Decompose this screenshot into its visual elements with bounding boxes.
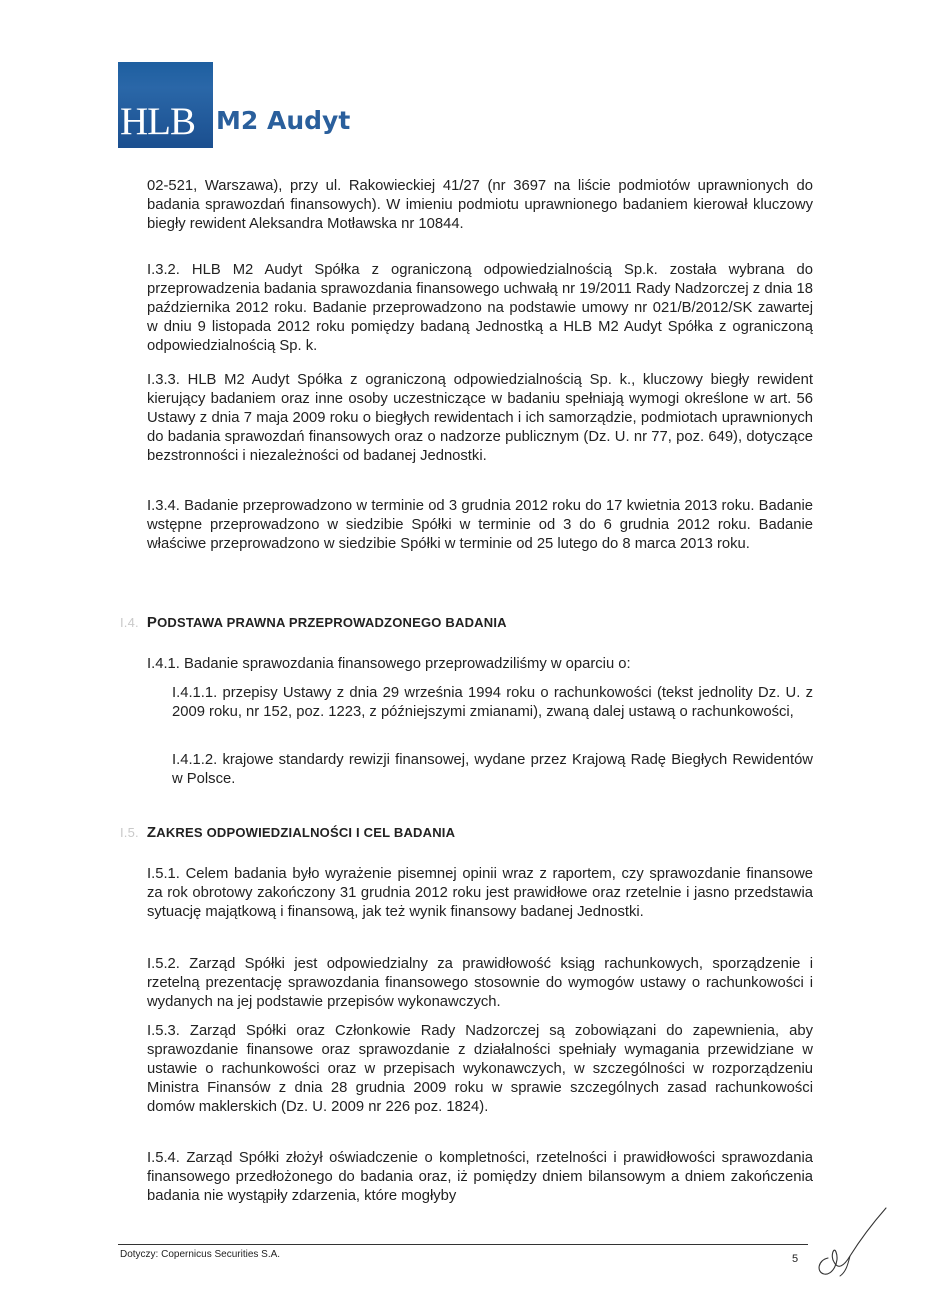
section-heading-1-5 [120, 824, 455, 841]
heading-initial: P [146, 614, 158, 631]
paragraph-auditor-address: 02-521, Warszawa), przy ul. Rakowieckiej 41/27 (nr 3697 na liście podmiotów uprawnionych do badania sprawozdań finansowych). W imieniu podmiotu uprawnionego badaniem kierował kluczowy biegły rewident Aleksandra Motławska nr 10844. [147, 178, 813, 232]
paragraph-1-5-3: I.5.3. Zarząd Spółki oraz Członkowie Rady Nadzorczej są zobowiązani do zapewnienia, aby sprawozdanie finansowe oraz sprawozdanie z działalności spełniały wymagania przewidziane w ustawie o rachunkowości oraz w przepisach wykonawczych, w szczególności w rozporządzeniu Ministra Finansów z dnia 28 grudnia 2009 roku w sprawie szczególnych zasad rachunkowości domów maklerskich (Dz. U. 2009 nr 226 poz. 1824). [147, 1023, 813, 1115]
heading-text: AKRES ODPOWIEDZIALNOŚCI I CEL BADANIA [156, 825, 456, 840]
paragraph-1-4-1: I.4.1. Badanie sprawozdania finansowego przeprowadziliśmy w oparciu o: [147, 656, 631, 672]
logo-word: M2 Audyt [216, 106, 351, 135]
logo-box [118, 62, 213, 148]
section-number: I.4. [120, 615, 139, 630]
paragraph-1-4-1-1: I.4.1.1. przepisy Ustawy z dnia 29 września 1994 roku o rachunkowości (tekst jednolity Dz. U. z 2009 roku, nr 152, poz. 1223, z późniejszymi zmianami), zwaną dalej ustawą o rachunkowości, [172, 685, 813, 720]
paragraph-1-4-1-2: I.4.1.2. krajowe standardy rewizji finansowej, wydane przez Krajową Radę Biegłych Rewidentów w Polsce. [172, 752, 813, 787]
paragraph-1-5-4: I.5.4. Zarząd Spółki złożył oświadczenie o kompletności, rzetelności i prawidłowości sprawozdania finansowego przedłożonego do badania oraz, iż pomiędzy dniem bilansowym a dniem zakończenia badania nie wystąpiły zdarzenia, które mogłyby [147, 1150, 813, 1204]
paragraph-1-3-2: I.3.2. HLB M2 Audyt Spółka z ograniczoną odpowiedzialnością Sp.k. została wybrana do przeprowadzenia badania sprawozdania finansowego uchwałą nr 19/2011 Rady Nadzorczej z dnia 18 października 2012 roku. Badanie przeprowadzono na podstawie umowy nr 021/B/2012/SK zawartej w dniu 9 listopada 2012 roku pomiędzy badaną Jednostką a HLB M2 Audyt Spółka z ograniczoną odpowiedzialnością Sp. k. [147, 262, 813, 354]
footer-divider [118, 1244, 808, 1245]
page-number: 5 [792, 1253, 799, 1265]
heading-text: ODSTAWA PRAWNA PRZEPROWADZONEGO BADANIA [157, 615, 507, 630]
signature-initials [810, 1200, 900, 1280]
heading-initial: Z [146, 824, 157, 841]
paragraph-1-3-3: I.3.3. HLB M2 Audyt Spółka z ograniczoną odpowiedzialnością Sp. k., kluczowy biegły rewident kierujący badaniem oraz inne osoby uczestniczące w badaniu spełniają wymogi określone w art. 56 Ustawy z dnia 7 maja 2009 roku o biegłych rewidentach i ich samorządzie, podmiotach uprawnionych do badania sprawozdań finansowych oraz o nadzorze publicznym (Dz. U. nr 77, poz. 649), dotyczące bezstronności i niezależności od badanej Jednostki. [147, 372, 813, 464]
paragraph-1-5-2: I.5.2. Zarząd Spółki jest odpowiedzialny za prawidłowość ksiąg rachunkowych, sporządzenie i rzetelną prezentację sprawozdania finansowego stosownie do wymogów ustawy o rachunkowości i wydanych na jej podstawie przepisów wykonawczych. [147, 956, 813, 1010]
logo-box-text: HLB [120, 100, 195, 143]
section-heading-1-4 [120, 614, 507, 631]
section-number: I.5. [120, 825, 139, 840]
footer-text: Dotyczy: Copernicus Securities S.A. [120, 1249, 281, 1260]
paragraph-1-5-1: I.5.1. Celem badania było wyrażenie pisemnej opinii wraz z raportem, czy sprawozdanie finansowe za rok obrotowy zakończony 31 grudnia 2012 roku jest prawidłowe oraz rzetelnie i jasno przedstawia sytuację majątkową i finansową, jak też wynik finansowy badanej Jednostki. [147, 866, 813, 920]
company-logo [118, 62, 378, 148]
paragraph-1-3-4: I.3.4. Badanie przeprowadzono w terminie od 3 grudnia 2012 roku do 17 kwietnia 2013 roku. Badanie wstępne przeprowadzono w siedzibie Spółki w terminie od 3 do 6 grudnia 2012 roku. Badanie właściwe przeprowadzono w siedzibie Spółki w terminie od 25 lutego do 8 marca 2013 roku. [147, 498, 813, 552]
